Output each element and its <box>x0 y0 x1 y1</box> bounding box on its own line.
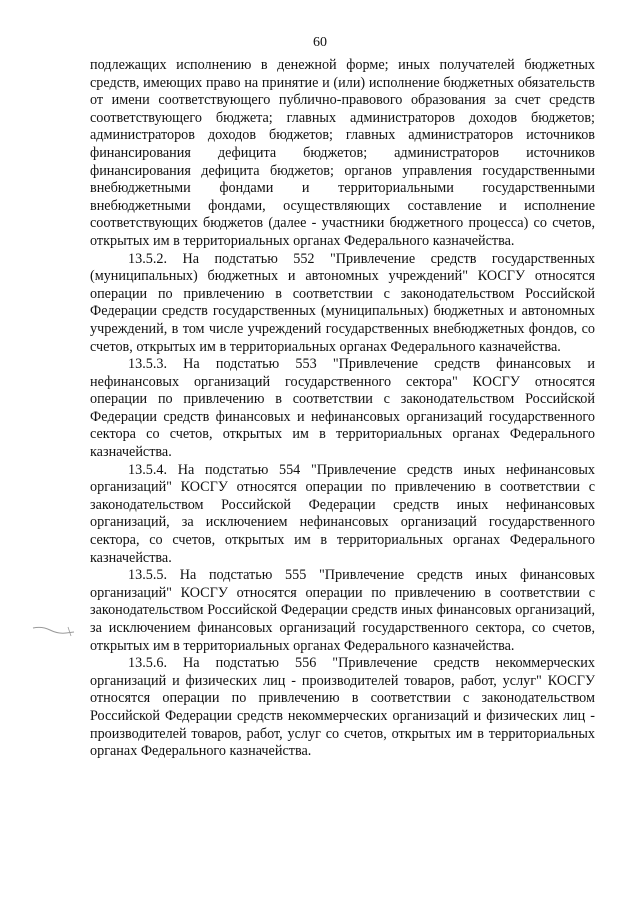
paragraph-13-5-3: 13.5.3. На подстатью 553 "Привлечение средств финансовых и нефинансовых организаций государственного сектора" КОСГУ относятся операции по привлечению в соответствии с законодательством Российской Федерации средств финансовых и нефинансовых организаций государственного сектора со счетов, открытых им в территориальных органах Федерального казначейства. <box>90 356 595 461</box>
paragraph-continuation: подлежащих исполнению в денежной форме; иных получателей бюджетных средств, имеющих право на принятие и (или) исполнение бюджетных обязательств от имени соответствующего публично-правового образования за счет средств соответствующего бюджета; главных администраторов доходов бюджетов; администраторов доходов бюджетов; главных администраторов источников финансирования дефицита бюджетов; администраторов источников финансирования дефицита бюджетов; органов управления государственными внебюджетными фондами и территориальными государственными внебюджетными фондами, осуществляющих составление и исполнение соответствующих бюджетов (далее - участники бюджетного процесса) со счетов, открытых им в территориальных органах Федерального казначейства. <box>90 57 595 249</box>
page-number: 60 <box>313 35 327 50</box>
paragraph-13-5-5: 13.5.5. На подстатью 555 "Привлечение средств иных финансовых организаций" КОСГУ относятся операции по привлечению в соответствии с законодательством Российской Федерации средств иных финансовых организаций, за исключением финансовых организаций государственного сектора, со счетов, открытых им в территориальных органах Федерального казначейства. <box>90 567 595 654</box>
paragraph-13-5-2: 13.5.2. На подстатью 552 "Привлечение средств государственных (муниципальных) бюджетных и автономных учреждений" КОСГУ относятся операции по привлечению в соответствии с законодательством Российской Федерации средств государственных (муниципальных) бюджетных и автономных учреждений, в том числе учреждений государственных внебюджетных фондов, со счетов, открытых им в территориальных органах Федерального казначейства. <box>90 250 595 355</box>
scan-artifact-mark <box>32 624 76 638</box>
paragraph-13-5-6: 13.5.6. На подстатью 556 "Привлечение средств некоммерческих организаций и физических лиц - производителей товаров, работ, услуг" КОСГУ относятся операции по привлечению в соответствии с законодательством Российской Федерации средств некоммерческих организаций и физических лиц - производителей товаров, работ, услуг со счетов, открытых им в территориальных органах Федерального казначейства. <box>90 655 595 760</box>
document-body <box>90 57 595 761</box>
paragraph-13-5-4: 13.5.4. На подстатью 554 "Привлечение средств иных нефинансовых организаций" КОСГУ относятся операции по привлечению в соответствии с законодательством Российской Федерации средств иных нефинансовых организаций, за исключением нефинансовых организаций государственного сектора, со счетов, открытых им в территориальных органах Федерального казначейства. <box>90 461 595 566</box>
